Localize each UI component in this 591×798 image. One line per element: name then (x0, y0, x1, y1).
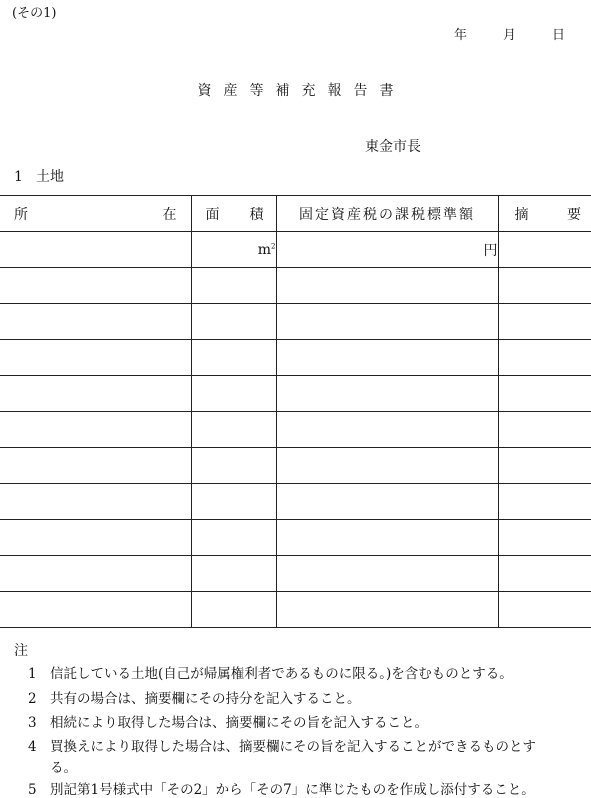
location-cell[interactable] (0, 376, 191, 412)
tax-value-cell[interactable] (276, 448, 498, 484)
header-area-1: 面 (205, 206, 220, 223)
table-row (0, 412, 591, 448)
note-number: 4 (28, 739, 37, 755)
note-text: 買換えにより取得した場合は、摘要欄にその旨を記入することができるものとす (50, 739, 536, 755)
area-cell[interactable] (191, 304, 276, 340)
header-area (191, 196, 276, 232)
area-unit-sup: 2 (271, 241, 276, 250)
remarks-cell[interactable] (498, 556, 591, 592)
note-number: 2 (28, 691, 37, 707)
remarks-cell[interactable] (498, 340, 591, 376)
area-cell[interactable] (191, 592, 276, 628)
location-cell[interactable] (0, 448, 191, 484)
header-remarks-1: 摘 (514, 206, 529, 223)
area-cell[interactable] (191, 340, 276, 376)
tax-value-cell[interactable] (276, 232, 498, 268)
area-unit (258, 242, 276, 258)
yen-unit: 円 (483, 242, 498, 259)
location-cell[interactable] (0, 592, 191, 628)
section-number: 1 (14, 169, 23, 185)
note-number: 1 (28, 666, 37, 682)
date-field[interactable] (454, 24, 565, 43)
addressee: 東金市長 (365, 139, 421, 155)
area-cell[interactable] (191, 232, 276, 268)
table-row (0, 232, 591, 268)
tax-value-cell[interactable] (276, 484, 498, 520)
form-part-label: (その1) (12, 6, 57, 21)
area-cell[interactable] (191, 556, 276, 592)
remarks-cell[interactable] (498, 592, 591, 628)
date-month-label: 月 (503, 28, 517, 43)
area-cell[interactable] (191, 484, 276, 520)
area-cell[interactable] (191, 448, 276, 484)
area-cell[interactable] (191, 520, 276, 556)
table-row (0, 340, 591, 376)
remarks-cell[interactable] (498, 268, 591, 304)
table-row (0, 304, 591, 340)
remarks-cell[interactable] (498, 448, 591, 484)
tax-value-cell[interactable] (276, 268, 498, 304)
notes-heading: 注 (14, 643, 28, 659)
table-row (0, 484, 591, 520)
note-item (28, 662, 513, 682)
tax-value-cell[interactable] (276, 520, 498, 556)
area-cell[interactable] (191, 268, 276, 304)
area-cell[interactable] (191, 376, 276, 412)
note-item (28, 687, 361, 707)
location-cell[interactable] (0, 520, 191, 556)
note-number: 5 (28, 782, 37, 798)
header-remarks (498, 196, 591, 232)
location-cell[interactable] (0, 340, 191, 376)
table-row (0, 268, 591, 304)
date-year-label: 年 (454, 28, 468, 43)
remarks-cell[interactable] (498, 484, 591, 520)
header-tax-value-label: 固定資産税の課税標準額 (299, 206, 475, 223)
header-area-2: 積 (249, 206, 264, 223)
location-cell[interactable] (0, 232, 191, 268)
tax-value-cell[interactable] (276, 340, 498, 376)
location-cell[interactable] (0, 412, 191, 448)
area-cell[interactable] (191, 412, 276, 448)
note-text: 相続により取得した場合は、摘要欄にその旨を記入すること。 (50, 715, 428, 731)
section-heading (14, 166, 64, 186)
note-item (28, 711, 428, 731)
date-day-label: 日 (552, 28, 566, 43)
tax-value-cell[interactable] (276, 304, 498, 340)
land-table (0, 195, 591, 628)
tax-value-cell[interactable] (276, 376, 498, 412)
remarks-cell[interactable] (498, 520, 591, 556)
header-remarks-2: 要 (567, 206, 581, 223)
header-location-1: 所 (14, 206, 28, 223)
location-cell[interactable] (0, 484, 191, 520)
note-text: 共有の場合は、摘要欄にその持分を記入すること。 (50, 691, 361, 707)
note-item (28, 778, 535, 798)
location-cell[interactable] (0, 304, 191, 340)
header-tax-value (276, 196, 498, 232)
table-row (0, 556, 591, 592)
remarks-cell[interactable] (498, 232, 591, 268)
note-text: 別記第1号様式中「その2」から「その7」に準じたものを作成し添付すること。 (50, 782, 535, 798)
table-header-row (0, 196, 591, 232)
document-title: 資産等補充報告書 (197, 83, 406, 99)
table-row (0, 592, 591, 628)
table-row (0, 520, 591, 556)
remarks-cell[interactable] (498, 412, 591, 448)
section-label: 土地 (36, 169, 64, 185)
location-cell[interactable] (0, 556, 191, 592)
location-cell[interactable] (0, 268, 191, 304)
remarks-cell[interactable] (498, 376, 591, 412)
table-row (0, 376, 591, 412)
header-location-2: 在 (162, 206, 177, 223)
tax-value-cell[interactable] (276, 412, 498, 448)
tax-value-cell[interactable] (276, 592, 498, 628)
header-location (0, 196, 191, 232)
note-item (28, 735, 536, 755)
note-text: 信託している土地(自己が帰属権利者であるものに限る。)を含むものとする。 (50, 666, 513, 682)
tax-value-cell[interactable] (276, 556, 498, 592)
table-row (0, 448, 591, 484)
area-unit-base: m (257, 241, 272, 258)
note-number: 3 (28, 715, 37, 731)
remarks-cell[interactable] (498, 304, 591, 340)
note-continuation: る。 (50, 760, 77, 776)
